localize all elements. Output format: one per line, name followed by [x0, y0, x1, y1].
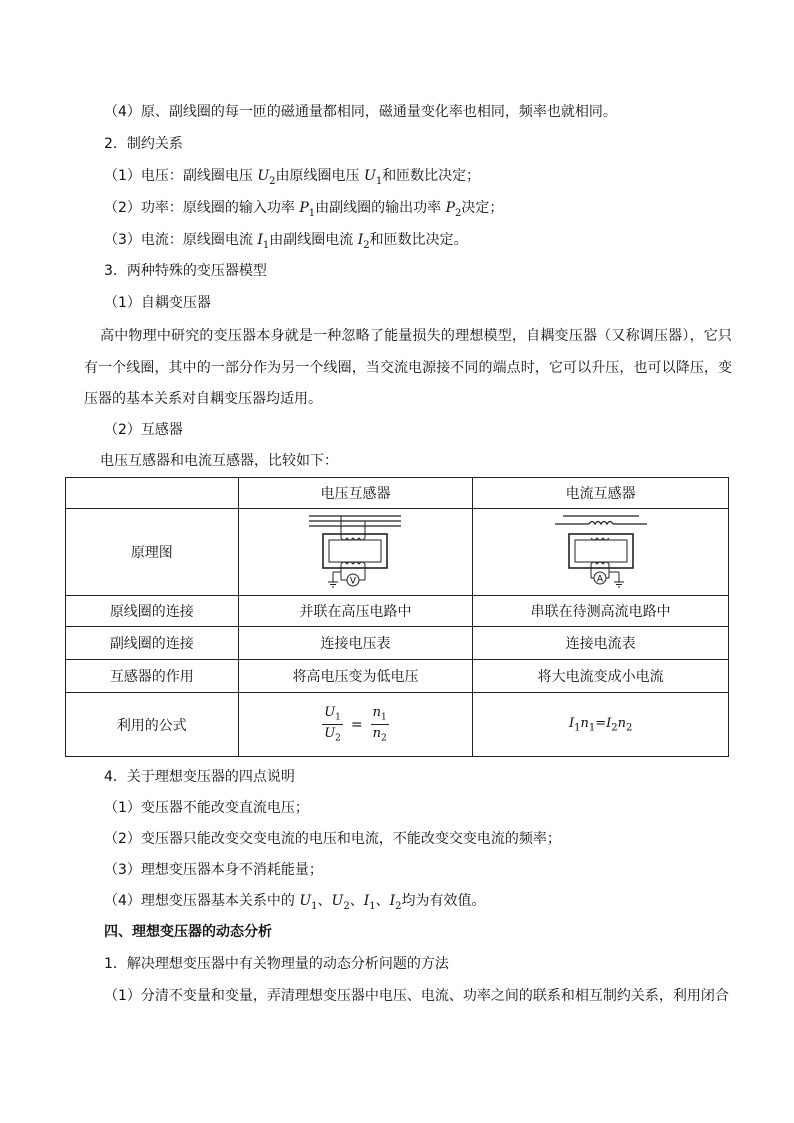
cell-current-role: 将大电流变成小电流: [473, 660, 729, 693]
header-voltage-transformer: 电压互感器: [238, 478, 473, 509]
note-1: （1）变压器不能改变直流电压；: [104, 800, 309, 816]
note-4: （4）理想变压器基本关系中的 $U_1$、$U_2$、$I_1$、$I_2$均为有效值。: [104, 893, 486, 912]
current-transformer-diagram: [473, 509, 729, 596]
note-2: （2）变压器只能改变交变电流的电压和电流，不能改变交变电流的频率；: [104, 831, 561, 847]
table-row: [66, 627, 729, 660]
text-line-power: （2）功率：原线圈的输入功率 $P_1$由副线圈的输出功率 $P_2$决定；: [104, 200, 504, 219]
cell-current-primary: 串联在待测高流电路中: [473, 596, 729, 627]
table-row: [66, 596, 729, 627]
text-line-1: （4）原、副线圈的每一匝的磁通量都相同，磁通量变化率也相同，频率也就相同。: [104, 104, 617, 120]
subheading-method: 1．解决理想变压器中有关物理量的动态分析问题的方法: [104, 956, 449, 972]
voltage-transformer-diagram: [238, 509, 473, 596]
current-formula: $I_1n_1=I_2n_2$: [473, 693, 729, 757]
heading-four-notes: 4．关于理想变压器的四点说明: [104, 769, 295, 785]
subheading-instrument-transformer: （2）互感器: [104, 422, 183, 438]
note-3: （3）理想变压器本身不消耗能量；: [104, 862, 323, 878]
row-label-formula: 利用的公式: [66, 693, 239, 757]
voltage-formula: $\frac{U_1}{U_2}$ = $\frac{n_1}{n_2}$: [238, 693, 473, 757]
table-corner-cell: [66, 478, 239, 509]
table-header-row: [66, 478, 729, 509]
heading-constraint: 2．制约关系: [104, 136, 183, 152]
subheading-autotransformer: （1）自耦变压器: [104, 295, 211, 311]
header-current-transformer: 电流互感器: [473, 478, 729, 509]
cell-voltage-role: 将高电压变为低电压: [238, 660, 473, 693]
section-heading-dynamic-analysis: 四、理想变压器的动态分析: [104, 924, 272, 940]
row-label-role: 互感器的作用: [66, 660, 239, 693]
cell-voltage-secondary: 连接电压表: [238, 627, 473, 660]
text-line-voltage: （1）电压：副线圈电压 $U_2$由原线圈电压 $U_1$和匝数比决定；: [104, 168, 481, 187]
row-label-diagram: 原理图: [66, 509, 239, 596]
heading-special-models: 3．两种特殊的变压器模型: [104, 263, 267, 279]
current-transformer-diagram-svg: [553, 510, 649, 590]
method-text: （1）分清不变量和变量，弄清理想变压器中电压、电流、功率之间的联系和相互制约关系，利用闭合: [104, 988, 729, 1004]
cell-current-secondary: 连接电流表: [473, 627, 729, 660]
table-row: [66, 693, 729, 757]
row-label-secondary: 副线圈的连接: [66, 627, 239, 660]
voltage-transformer-diagram-svg: [307, 510, 403, 590]
autotransformer-paragraph: 高中物理中研究的变压器本身就是一种忽略了能量损失的理想模型，自耦变压器（又称调压器），它只有一个线圈，其中的一部分作为另一个线圈，当交流电源接不同的端点时，它可以升压，也可以降压，变压器的基本关系对自耦变压器均适用。: [84, 328, 732, 407]
text-line-current: （3）电流：原线圈电流 $I_1$由副线圈电流 $I_2$和匝数比决定。: [104, 232, 468, 251]
comparison-table: [65, 477, 729, 757]
voltmeter-label: V: [350, 576, 357, 587]
table-row: [66, 509, 729, 596]
table-row: [66, 660, 729, 693]
row-label-primary: 原线圈的连接: [66, 596, 239, 627]
cell-voltage-primary: 并联在高压电路中: [238, 596, 473, 627]
comparison-intro: 电压互感器和电流互感器，比较如下：: [100, 453, 338, 469]
ammeter-label: A: [596, 574, 603, 585]
